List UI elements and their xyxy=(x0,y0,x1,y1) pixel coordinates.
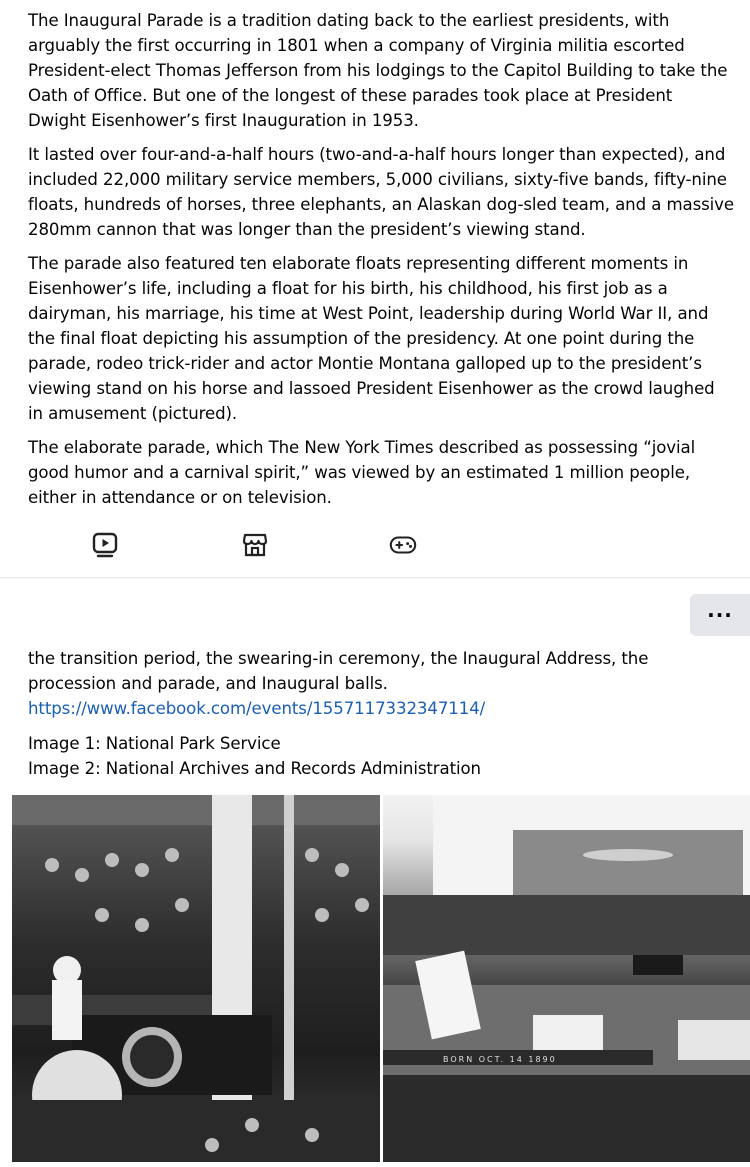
post-body-top xyxy=(0,0,750,508)
post-body-bottom xyxy=(0,648,750,781)
paragraph-4: The elaborate parade, which The New York Times described as possessing “jovial good humor and a carnival spirit,” was viewed by an estimated 1 million people, either in attendance or on television. xyxy=(28,438,696,507)
image-credit-1: Image 1: National Park Service xyxy=(28,734,281,753)
image-credit-2: Image 2: National Archives and Records Administration xyxy=(28,759,481,778)
paragraph-1: The Inaugural Parade is a tradition dating back to the earliest presidents, with arguably the first occurring in 1801 when a company of Virginia militia escorted President-elect Thomas Jefferson from his lodgings to the Capitol Building to take the Oath of Office. But one of the longest of these parades took place at President Dwight Eisenhower’s first Inauguration in 1953. xyxy=(28,11,728,130)
text-line: procession and parade, and Inaugural balls. xyxy=(28,674,388,693)
paragraph-3: The parade also featured ten elaborate floats representing different moments in Eisenhower’s life, including a float for his birth, his childhood, his first job as a dairyman, his marriage, his time at West Point, leadership during World War II, and the final float depicting his assumption of the presidency. At one point during the parade, rodeo trick-rider and actor Montie Montana galloped up to the president’s viewing stand on his horse and lassoed President Eisenhower as the crowd laughed in amusement (pictured). xyxy=(28,254,715,423)
video-icon[interactable] xyxy=(90,530,120,560)
gaming-icon[interactable] xyxy=(388,530,418,560)
photo-parade-float[interactable] xyxy=(383,795,750,1162)
clipped-text-line: the transition period, the swearing-in ceremony, the Inaugural Address, the xyxy=(28,649,649,668)
float-sign-text: BORN OCT. 14 1890 xyxy=(443,1055,557,1064)
more-options-button[interactable]: ··· xyxy=(690,594,750,636)
event-link[interactable]: https://www.facebook.com/events/1557117332347114/ xyxy=(28,699,486,718)
feed-gap xyxy=(0,579,750,651)
bottom-tab-bar xyxy=(0,510,750,578)
photo-grid xyxy=(12,795,750,1162)
marketplace-icon[interactable] xyxy=(240,530,270,560)
photo-montana-lasso[interactable] xyxy=(12,795,380,1162)
paragraph-2: It lasted over four-and-a-half hours (two-and-a-half hours longer than expected), and included 22,000 military service members, 5,000 civilians, sixty-five bands, fifty-nine floats, hundreds of horses, three elephants, an Alaskan dog-sled team, and a massive 280mm cannon that was longer than the president’s viewing stand. xyxy=(28,145,735,239)
